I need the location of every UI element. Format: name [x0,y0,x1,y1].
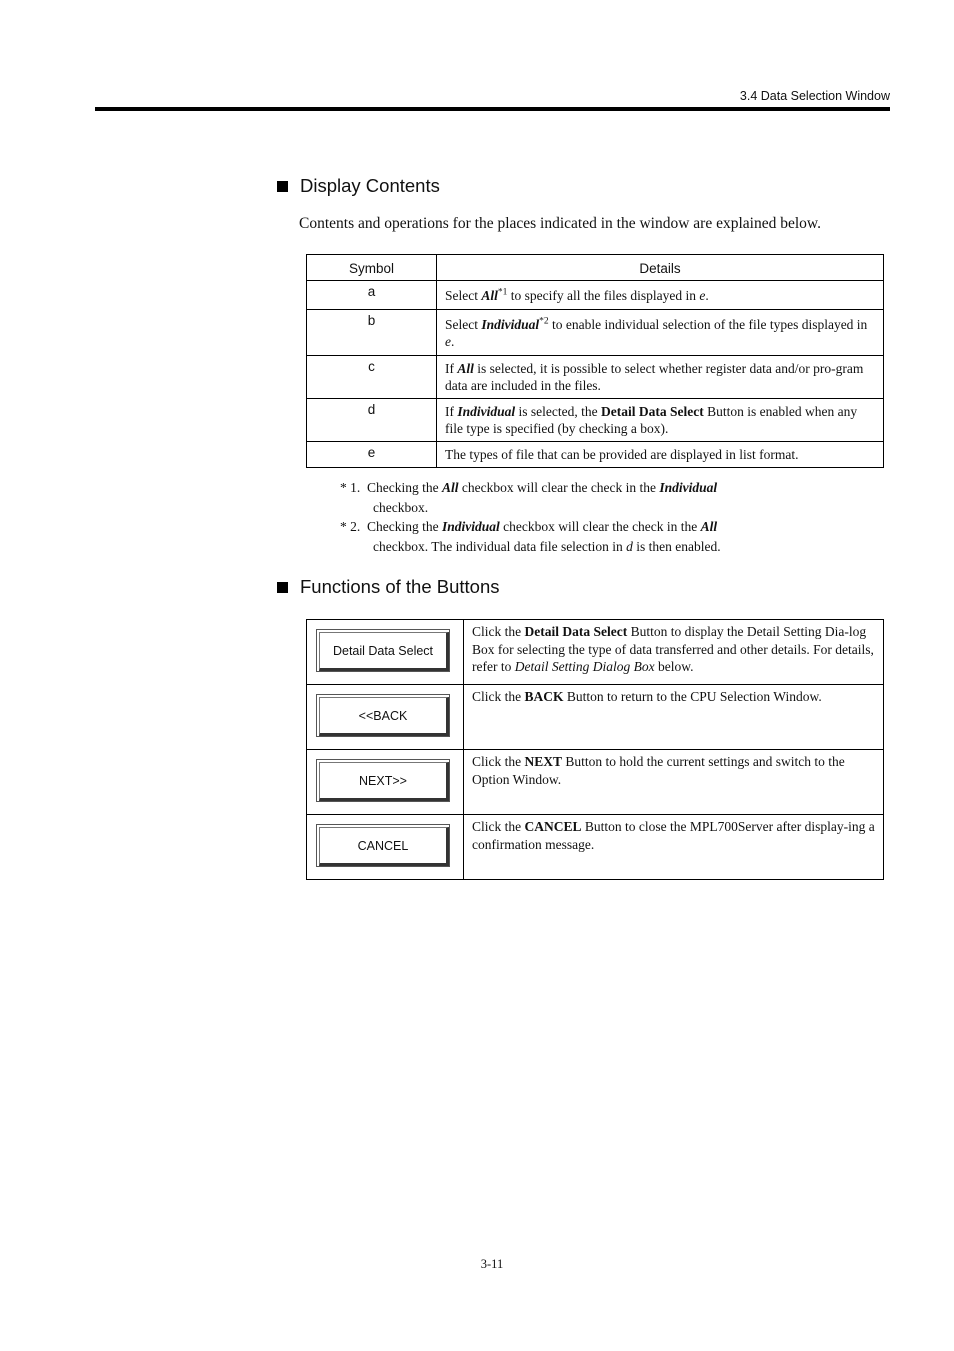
footnote-2 [340,517,721,537]
text-run: Click the [472,624,525,639]
emphasis-button-name: BACK [524,689,564,704]
description-cell [464,685,884,750]
table-row [307,620,884,685]
next-button[interactable] [316,759,450,802]
symbol-cell: e [307,442,437,468]
footnote-marker: * 2. [340,519,361,534]
table-row [307,281,884,310]
description-cell [464,620,884,685]
text-run: . [705,288,709,303]
table-row [307,399,884,442]
text-run: Click the [472,689,525,704]
button-cell [307,685,464,750]
footnote-2-continued [340,537,721,557]
text-run: Button is enabled when any file type is specified (by checking a box). [445,404,858,436]
emphasis-individual: Individual [441,519,500,534]
footnote-marker: *1 [497,287,508,298]
symbol-cell: d [307,399,437,442]
emphasis-button-name: NEXT [524,754,563,769]
emphasis-all: All [457,361,474,376]
column-header-symbol: Symbol [307,255,437,281]
text-run: Button to close the MPL700Server after display-ing a confirmation message. [472,819,875,852]
running-head: 3.4 Data Selection Window [739,89,890,103]
ref-e: e [445,334,451,349]
reference-italic: Detail Setting Dialog Box [514,659,655,674]
heading-text: Display Contents [300,175,440,196]
text-run: checkbox will clear the check in the [458,480,660,495]
text-run: Button to hold the current settings and switch to the Option Window. [472,754,845,787]
text-run: Checking the [367,480,442,495]
text-run: If [445,404,458,419]
ref-e: e [699,288,706,303]
text-run: If [445,361,458,376]
back-button[interactable] [316,694,450,737]
table-header-row [307,255,884,281]
button-label: Detail Data Select [319,632,449,671]
text-run: Button to return to the CPU Selection Window. [563,689,822,704]
button-label: <<BACK [319,697,449,736]
emphasis-all: All [700,519,718,534]
square-bullet-icon [277,181,288,192]
details-cell [437,399,884,442]
details-cell [437,310,884,356]
text-run: Select [445,288,482,303]
text-run: Select [445,317,482,332]
details-cell [437,281,884,310]
column-header-details: Details [437,255,884,281]
text-run: to specify all the files displayed in [507,288,700,303]
emphasis-button-name: Detail Data Select [524,624,628,639]
header-rule [95,107,890,111]
text-run: The types of file that can be provided are displayed in list format. [445,447,799,462]
symbol-cell: c [307,356,437,399]
text-run: Checking the [367,519,442,534]
symbol-cell: a [307,281,437,310]
text-run: is then enabled. [632,538,721,554]
description-cell [464,815,884,880]
button-label: CANCEL [319,827,449,866]
footnote-1-continued [340,498,721,518]
table-row [307,442,884,468]
text-run: is selected, it is possible to select whether register data and/or pro-gram data are included in the files. [445,361,864,393]
table-row [307,750,884,815]
text-run: checkbox. [373,499,429,515]
table-row [307,685,884,750]
footnote-marker: *2 [539,316,549,327]
intro-paragraph: Contents and operations for the places indicated in the window are explained below. [299,215,821,232]
table-row [307,815,884,880]
section-heading-display-contents [277,175,440,197]
details-cell [437,442,884,468]
emphasis-all: All [481,288,498,303]
details-cell [437,356,884,399]
description-cell [464,750,884,815]
section-heading-functions [277,576,500,598]
text-run: is selected, the [515,404,601,419]
button-label: NEXT>> [319,762,449,801]
emphasis-button-name: CANCEL [524,819,582,834]
emphasis-individual: Individual [457,404,516,419]
emphasis-detail-data-select: Detail Data Select [601,404,704,419]
button-cell [307,620,464,685]
text-run: checkbox. The individual data file selection in [373,538,627,554]
cancel-button[interactable] [316,824,450,867]
emphasis-individual: Individual [481,317,540,332]
button-cell [307,750,464,815]
buttons-table [306,619,884,880]
button-cell [307,815,464,880]
text-run: Button to display the Detail Setting Dia-log Box for selecting the type of data transferred and other details. For details, refer to [472,624,874,674]
page-number: 3-11 [480,1257,504,1271]
emphasis-all: All [441,480,459,495]
symbol-cell: b [307,310,437,356]
heading-text: Functions of the Buttons [300,576,500,597]
footnote-marker: * 1. [340,480,361,495]
footnote-1 [340,478,721,498]
text-run: checkbox will clear the check in the [499,519,701,534]
text-run: to enable individual selection of the file types displayed in [548,317,868,332]
footnotes [340,478,721,556]
ref-d: d [626,538,633,554]
table-row [307,310,884,356]
text-run: Click the [472,754,525,769]
text-run: below. [654,659,694,674]
square-bullet-icon [277,582,288,593]
detail-data-select-button[interactable] [316,629,450,672]
text-run: Click the [472,819,525,834]
text-run: . [451,334,455,349]
symbol-table [306,254,884,468]
emphasis-individual: Individual [659,480,718,495]
table-row [307,356,884,399]
